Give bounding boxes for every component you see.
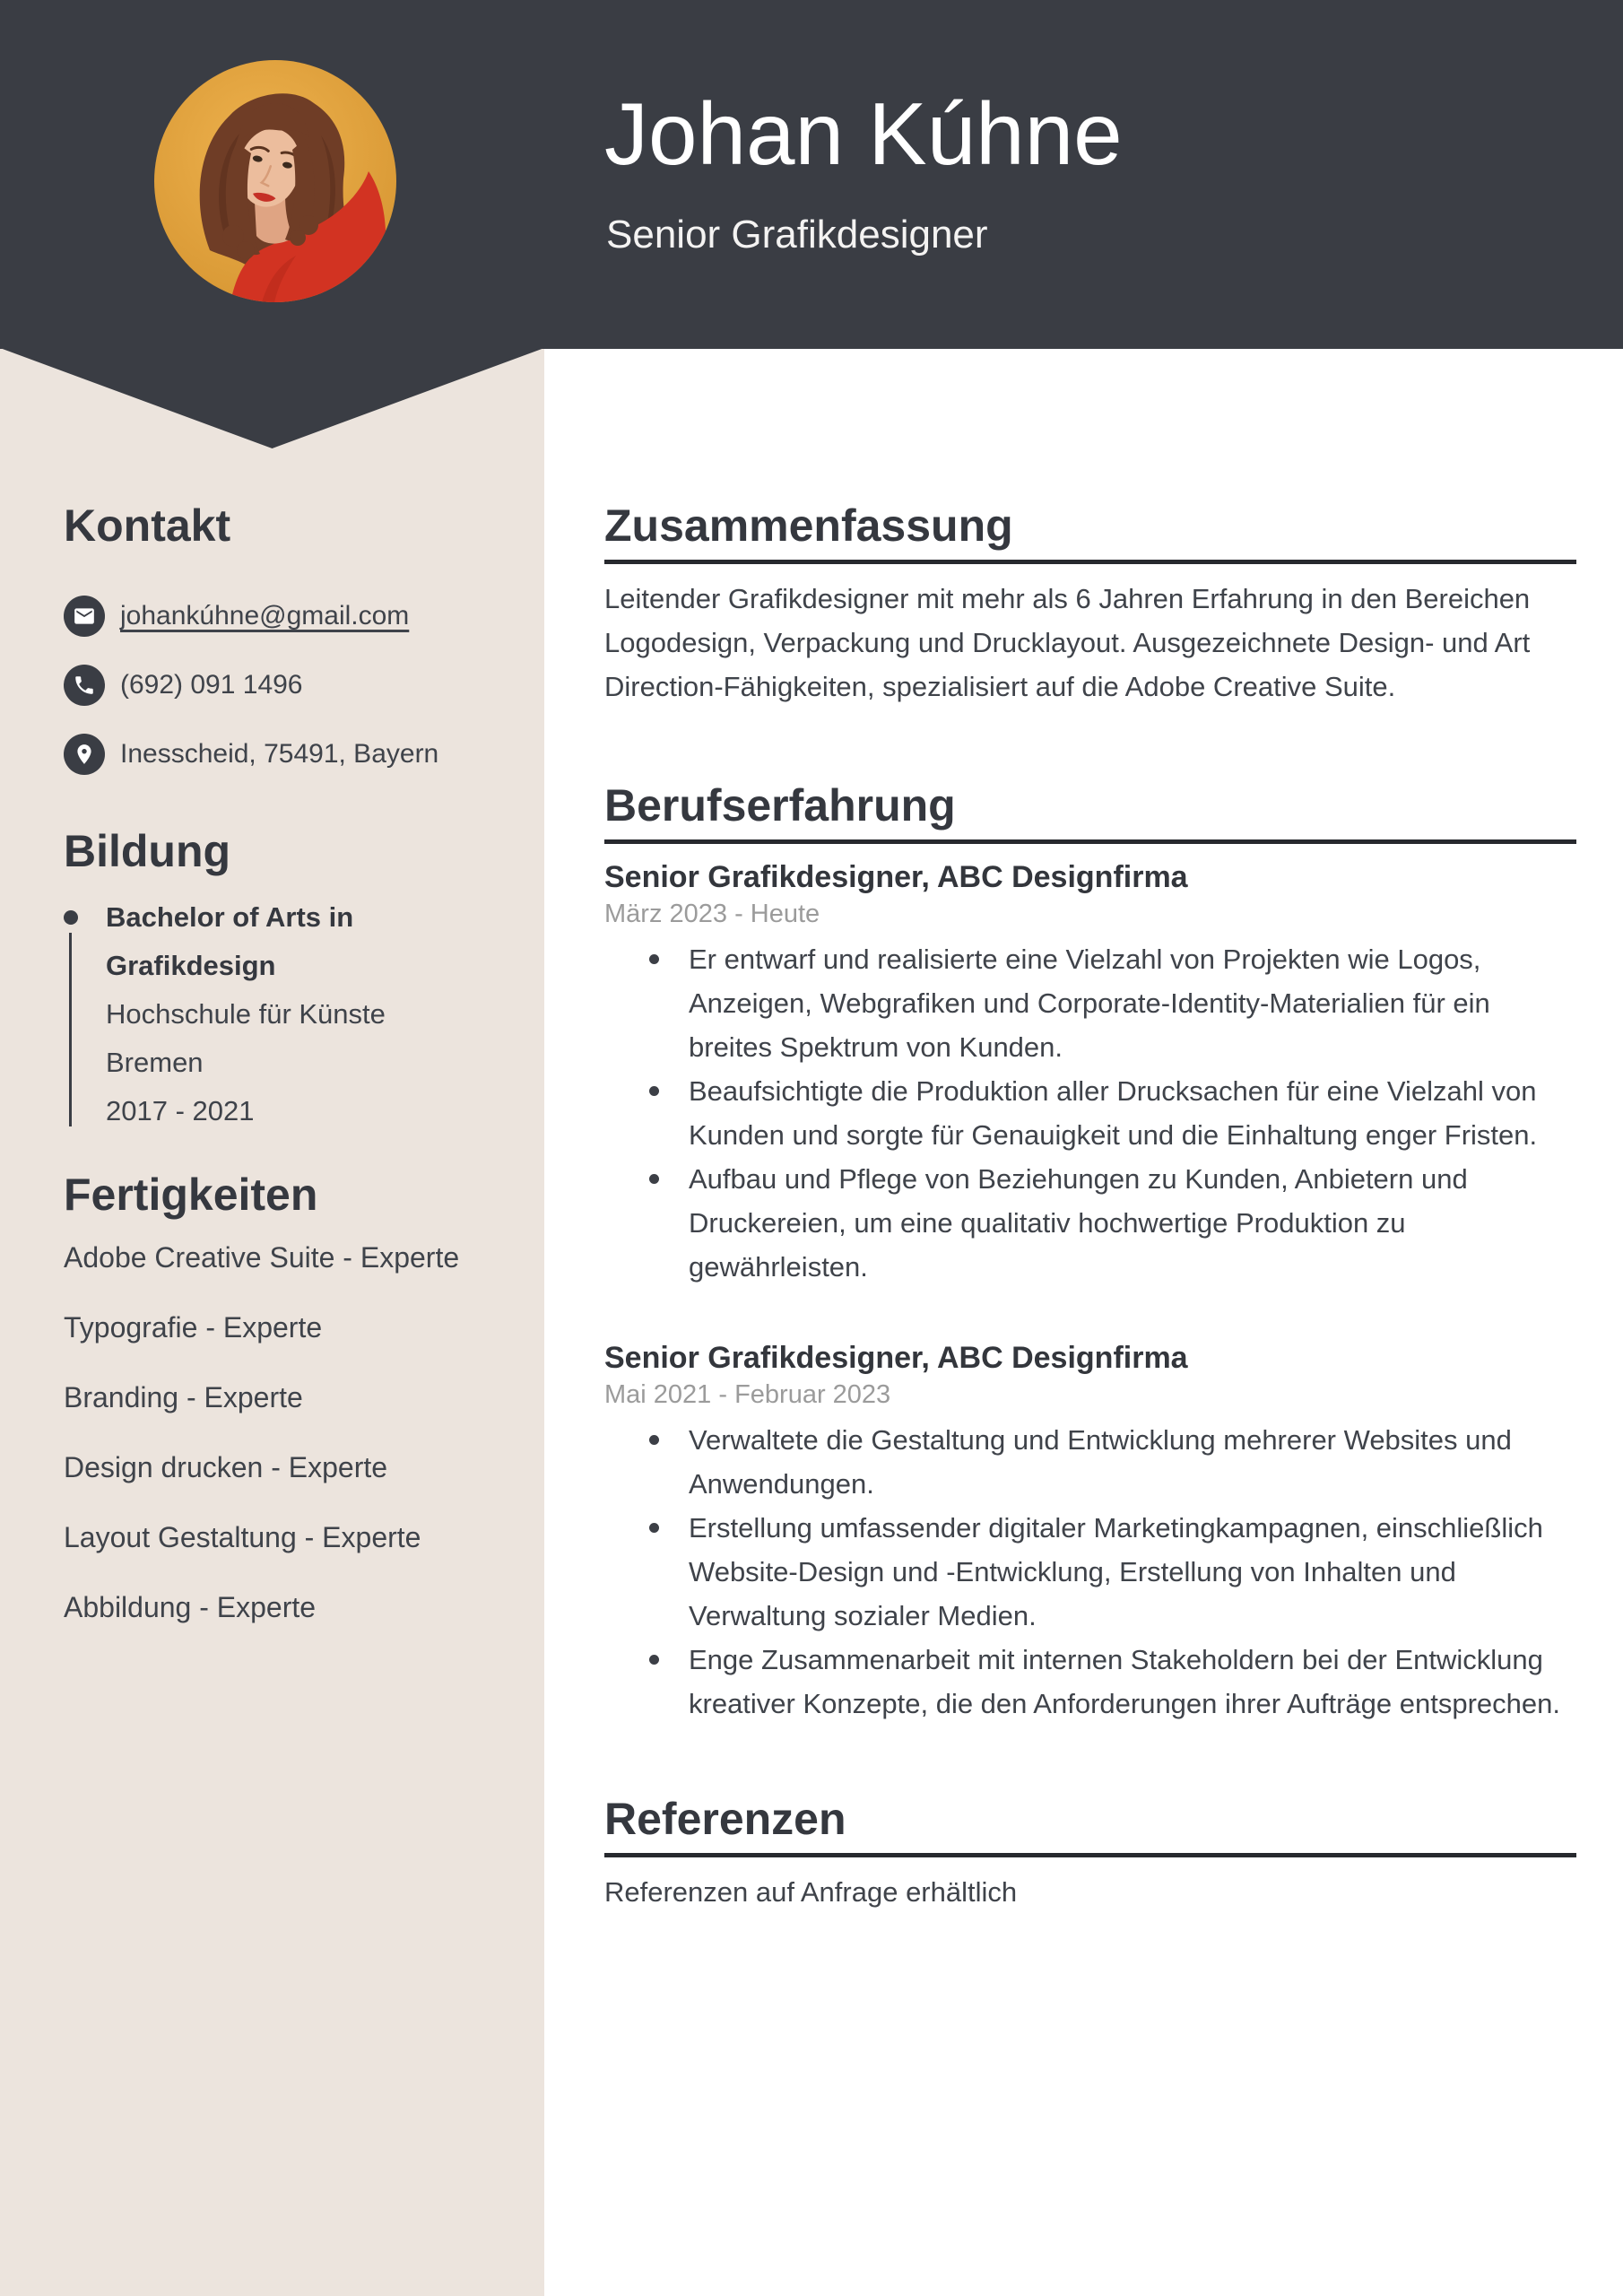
contact-item-email xyxy=(64,596,485,637)
section-zusammenfassung-heading: Zusammenfassung xyxy=(604,500,1576,564)
email-link[interactable]: johankúhne@gmail.com xyxy=(120,601,410,631)
person-name: Johan Kúhne xyxy=(604,84,1123,183)
bullet-item: Beaufsichtigte die Produktion aller Drucksachen für eine Vielzahl von Kunden und sorgte für Genauigkeit und die Einhaltung enger Fristen. xyxy=(604,1069,1576,1157)
address-text: Inesscheid, 75491, Bayern xyxy=(120,739,439,769)
person-role: Senior Grafikdesigner xyxy=(606,213,988,257)
timeline-dot-icon xyxy=(64,910,78,925)
section-referenzen-heading: Referenzen xyxy=(604,1794,1576,1857)
bullet-item: Er entwarf und realisierte eine Vielzahl von Projekten wie Logos, Anzeigen, Webgrafiken und Corporate-Identity-Materialien für ein breites Spektrum von Kunden. xyxy=(604,937,1576,1069)
job-bullets xyxy=(604,1418,1576,1726)
job-bullets xyxy=(604,937,1576,1289)
degree-text: Bachelor of Arts in Grafikdesign xyxy=(106,901,354,981)
skill-item: Branding - Experte xyxy=(64,1381,303,1413)
timeline-marker xyxy=(64,893,106,1135)
main-column xyxy=(604,500,1576,1914)
school-text: Hochschule für Künste Bremen xyxy=(106,998,386,1078)
summary-text: Leitender Grafikdesigner mit mehr als 6 Jahren Erfahrung in den Bereichen Logodesign, Verpackung und Drucklayout. Ausgezeichnete Design- und Art Direction-Fähigkeiten, spezialisiert auf die Adobe Creative Suite. xyxy=(604,583,1531,702)
skill-item: Abbildung - Experte xyxy=(64,1591,317,1623)
profile-photo-woman-icon xyxy=(154,60,396,302)
section-fertigkeiten-heading: Fertigkeiten xyxy=(64,1170,318,1220)
skill-item: Adobe Creative Suite - Experte xyxy=(64,1241,460,1274)
education-body xyxy=(106,893,485,1135)
skill-item: Layout Gestaltung - Experte xyxy=(64,1521,421,1553)
contact-item-phone xyxy=(64,665,485,706)
bullet-item: Verwaltete die Gestaltung und Entwicklung mehrerer Websites und Anwendungen. xyxy=(604,1418,1576,1506)
sidebar xyxy=(64,500,485,1657)
education-dates: 2017 - 2021 xyxy=(106,1095,255,1126)
phone-text: (692) 091 1496 xyxy=(120,670,303,700)
job-title-text: Senior Grafikdesigner, ABC Designfirma xyxy=(604,860,1188,894)
section-kontakt-heading: Kontakt xyxy=(64,500,231,551)
contact-item-address xyxy=(64,734,485,775)
avatar xyxy=(154,60,396,302)
skill-item: Typografie - Experte xyxy=(64,1311,323,1344)
bullet-item: Erstellung umfassender digitaler Marketingkampagnen, einschließlich Website-Design und -Entwicklung, Erstellung von Inhalten und Verwaltung sozialer Medien. xyxy=(604,1506,1576,1638)
envelope-icon xyxy=(64,596,105,637)
section-berufserfahrung-heading: Berufserfahrung xyxy=(604,780,1576,844)
job-date: März 2023 - Heute xyxy=(604,900,820,928)
timeline-line xyxy=(69,933,72,1126)
bullet-item: Enge Zusammenarbeit mit internen Stakeholdern bei der Entwicklung kreativer Konzepte, die den Anforderungen ihrer Aufträge entsprechen. xyxy=(604,1638,1576,1726)
references-text: Referenzen auf Anfrage erhältlich xyxy=(604,1876,1018,1908)
job-entry xyxy=(604,858,1576,1289)
phone-icon xyxy=(64,665,105,706)
education-entry xyxy=(64,893,485,1135)
section-bildung-heading: Bildung xyxy=(64,826,231,876)
job-title-text: Senior Grafikdesigner, ABC Designfirma xyxy=(604,1341,1188,1375)
skills-list xyxy=(64,1238,485,1627)
location-pin-icon xyxy=(64,734,105,775)
job-entry xyxy=(604,1339,1576,1726)
job-date: Mai 2021 - Februar 2023 xyxy=(604,1380,891,1409)
skill-item: Design drucken - Experte xyxy=(64,1451,388,1483)
bullet-item: Aufbau und Pflege von Beziehungen zu Kunden, Anbietern und Druckereien, um eine qualitativ hochwertige Produktion zu gewährleisten. xyxy=(604,1157,1576,1289)
